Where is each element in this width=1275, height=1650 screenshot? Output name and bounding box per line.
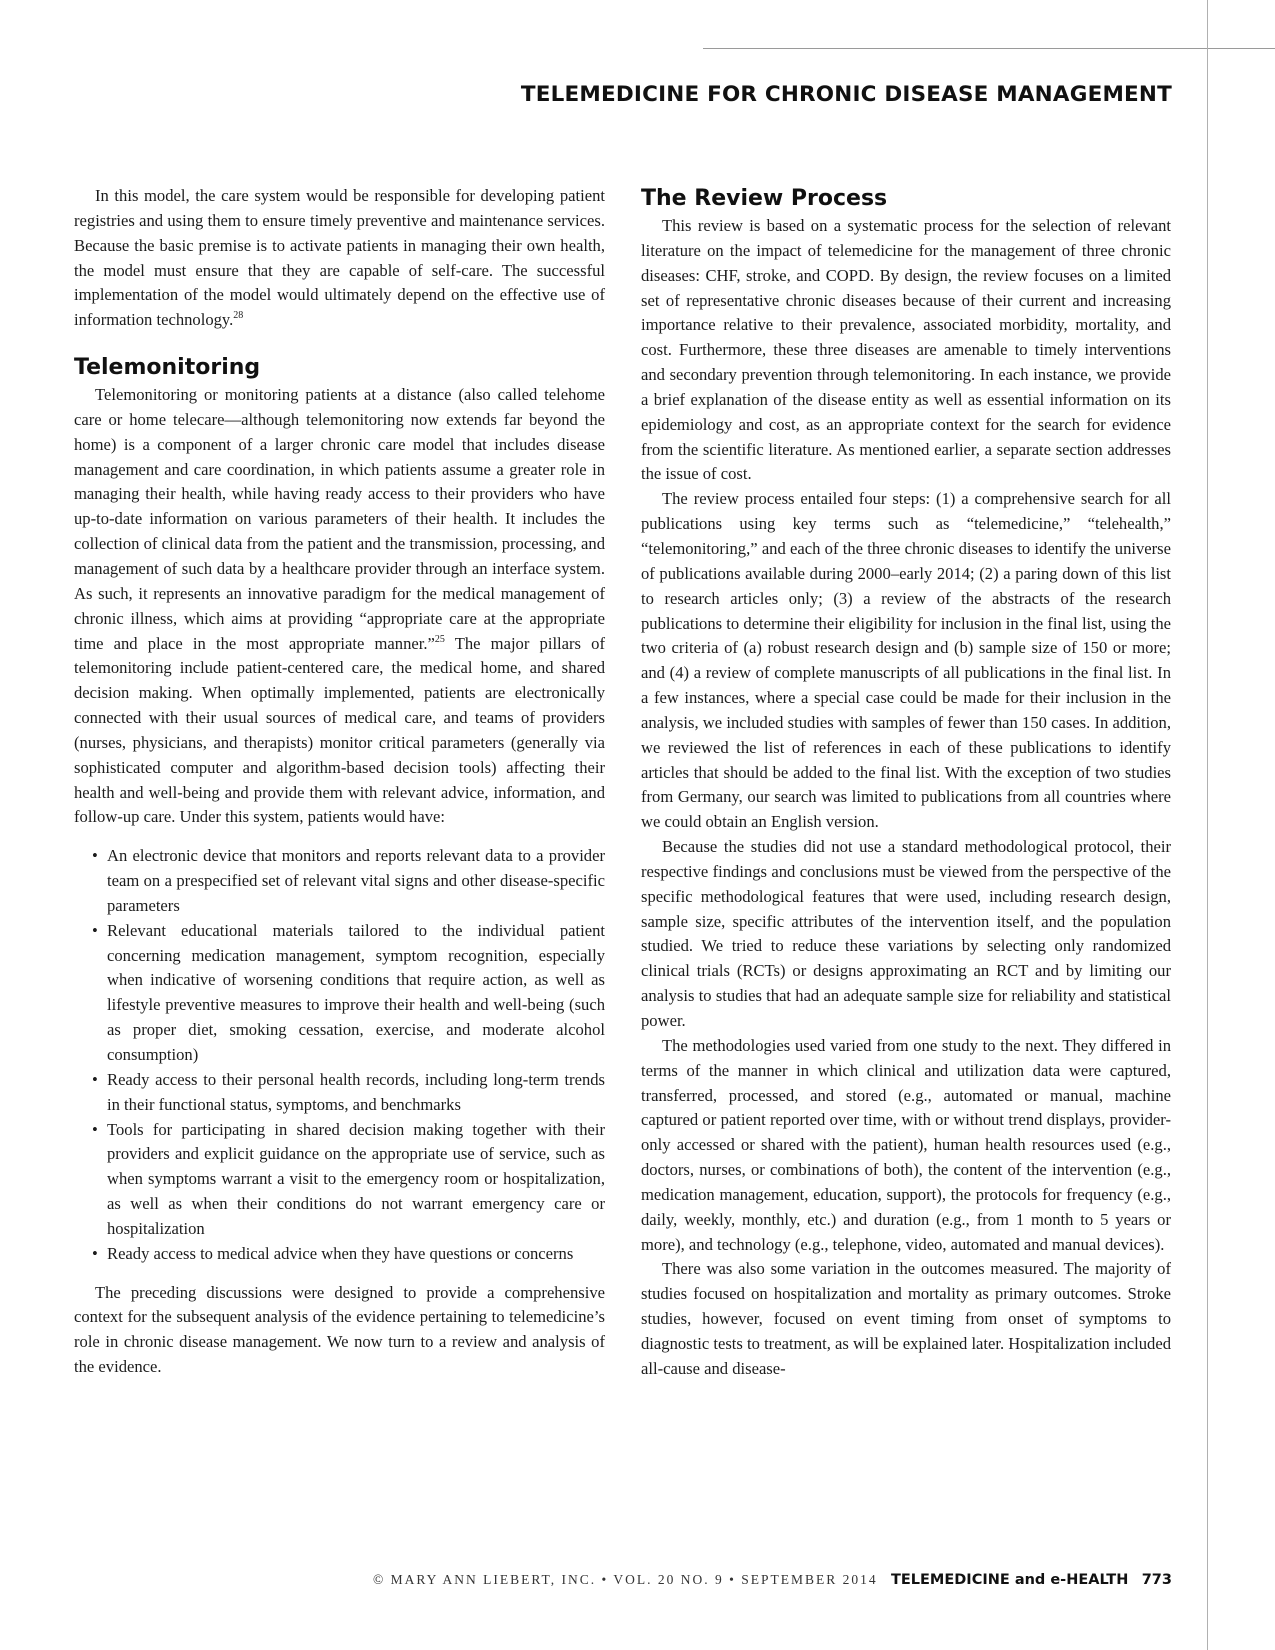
paragraph (74, 383, 605, 830)
section-heading-telemonitoring: Telemonitoring (74, 355, 261, 381)
page-number: 773 (1141, 1572, 1172, 1588)
side-rule (1207, 0, 1208, 1650)
paragraph (74, 184, 605, 333)
paragraph-text: Telemonitoring or monitoring patients at a distance (also called telehome care or home telecare—although telemonitoring now extends far beyond the home) is a component of a larger chronic care model that includes disease management and care coordination, in which patients assume a greater role in managing their health, while having ready access to their providers who have up-to-date information on various parameters of their health. It includes the collection of clinical data from the patient and the transmission, processing, and management of such data by a healthcare provider through an interface system. As such, it represents an innovative paradigm for the medical management of chronic illness, which aims at providing “appropriate care at the appropriate time and place in the most appropriate manner.” (74, 385, 605, 653)
section-heading-review-process: The Review Process (641, 186, 888, 211)
paragraph: The methodologies used varied from one study to the next. They differed in terms of the manner in which clinical and utilization data were captured, transferred, processed, and stored (e.g., automated or manual, machine captured or patient reported over time, with or without trend displays, provider-only accessed or shared with the patient), human health resources used (e.g., doctors, nurses, or combinations of both), the content of the intervention (e.g., medication management, education, support), the protocols for frequency (e.g., daily, weekly, monthly, etc.) and duration (e.g., from 1 month to 5 years or more), and technology (e.g., telephone, video, automated and manual devices). (641, 1035, 1171, 1254)
paragraph: There was also some variation in the outcomes measured. The majority of studies focused on hospitalization and mortality as primary outcomes. Stroke studies, however, focused on event timing from onset of symptoms to diagnostic tests to treatment, as will be explained later. Hospitalization included all-cause and disease- (641, 1259, 1171, 1378)
list-item: • Ready access to medical advice when they have questions or concerns (92, 1242, 605, 1267)
list-item: • Ready access to their personal health records, including long-term trends in their functional status, symptoms, and benchmarks (92, 1068, 605, 1118)
bullet-list (74, 844, 605, 1266)
paragraph: The preceding discussions were designed to provide a comprehensive context for the subsequent analysis of the evidence pertaining to telemedicine’s role in chronic disease management. We now turn to a review and analysis of the evidence. (74, 1282, 605, 1377)
list-item: • An electronic device that monitors and reports relevant data to a provider team on a prespecified set of relevant vital signs and other disease-specific parameters (92, 844, 605, 919)
reference-superscript: 28 (233, 310, 244, 322)
footer-publisher: © MARY ANN LIEBERT, INC. • VOL. 20 NO. 9 • SEPTEMBER 2014 (372, 1572, 878, 1587)
paragraph: This review is based on a systematic process for the selection of relevant literature on the impact of telemedicine for the management of three chronic diseases: CHF, stroke, and COPD. By design, the review focuses on a limited set of representative chronic diseases because of their current and increasing importance relative to their prevalence, associated morbidity, mortality, and cost. Furthermore, these three diseases are amenable to timely interventions and secondary prevention through telemonitoring. In each instance, we provide a brief explanation of the disease entity as well as essential information on its epidemiology and cost, as an appropriate context for the search for evidence from the scientific literature. As mentioned earlier, a separate section addresses the issue of cost. (641, 216, 1171, 484)
list-item: • Relevant educational materials tailored to the individual patient concerning medication management, symptom recognition, especially when indicative of worsening conditions that require action, as well as lifestyle preventive measures to improve their health and well-being (such as proper diet, smoking cessation, exercise, and moderate alcohol consumption) (92, 919, 605, 1068)
page-footer (373, 1572, 1172, 1588)
list-item: • Tools for participating in shared decision making together with their providers and explicit guidance on the appropriate use of service, such as when symptoms warrant a visit to the emergency room or hospitalization, as well as when their conditions do not warrant emergency care or hospitalization (92, 1118, 605, 1242)
top-rule (703, 48, 1275, 49)
reference-superscript: 25 (434, 633, 445, 645)
paragraph: The review process entailed four steps: (1) a comprehensive search for all publications using key terms such as “telemedicine,” “telehealth,” “telemonitoring,” and each of the three chronic diseases to identify the universe of publications available during 2000–early 2014; (2) a paring down of this list to research articles only; (3) a review of the abstracts of the research publications to determine their eligibility for inclusion in the final list, using the two criteria of (a) robust research design and (b) sample size of 150 or more; and (4) a review of complete manuscripts of all publications in the final list. In a few instances, where a special case could be made for their inclusion in the analysis, we included studies with samples of fewer than 150 cases. In addition, we reviewed the list of references in each of these publications to identify articles that should be added to the final list. With the exception of two studies from Germany, our search was limited to publications from all countries where we could obtain an English version. (641, 489, 1171, 832)
footer-journal: TELEMEDICINE and e-HEALTH (890, 1572, 1129, 1588)
paragraph: Because the studies did not use a standard methodological protocol, their respective findings and conclusions must be viewed from the perspective of the specific methodological features that were used, including research design, sample size, specific attributes of the intervention itself, and the population studied. We tried to reduce these variations by selecting only randomized clinical trials (RCTs) or designs approximating an RCT and by limiting our analysis to studies that had an adequate sample size for reliability and statistical power. (641, 837, 1171, 1030)
paragraph-text: In this model, the care system would be responsible for developing patient registries and using them to ensure timely preventive and maintenance services. Because the basic premise is to activate patients in managing their own health, the model must ensure that they are capable of self-care. The successful implementation of the model would ultimately depend on the effective use of information technology. (74, 186, 605, 330)
left-column (74, 184, 605, 1380)
paragraph-text: The major pillars of telemonitoring include patient-centered care, the medical home, and shared decision making. When optimally implemented, patients are electronically connected with their usual sources of medical care, and teams of providers (nurses, physicians, and therapists) monitor critical parameters (generally via sophisticated computer and algorithm-based decision tools) affecting their health and well-being and provide them with relevant advice, information, and follow-up care. Under this system, patients would have: (74, 633, 605, 827)
running-head: TELEMEDICINE FOR CHRONIC DISEASE MANAGEMENT (520, 82, 1172, 107)
right-column (641, 184, 1171, 1382)
